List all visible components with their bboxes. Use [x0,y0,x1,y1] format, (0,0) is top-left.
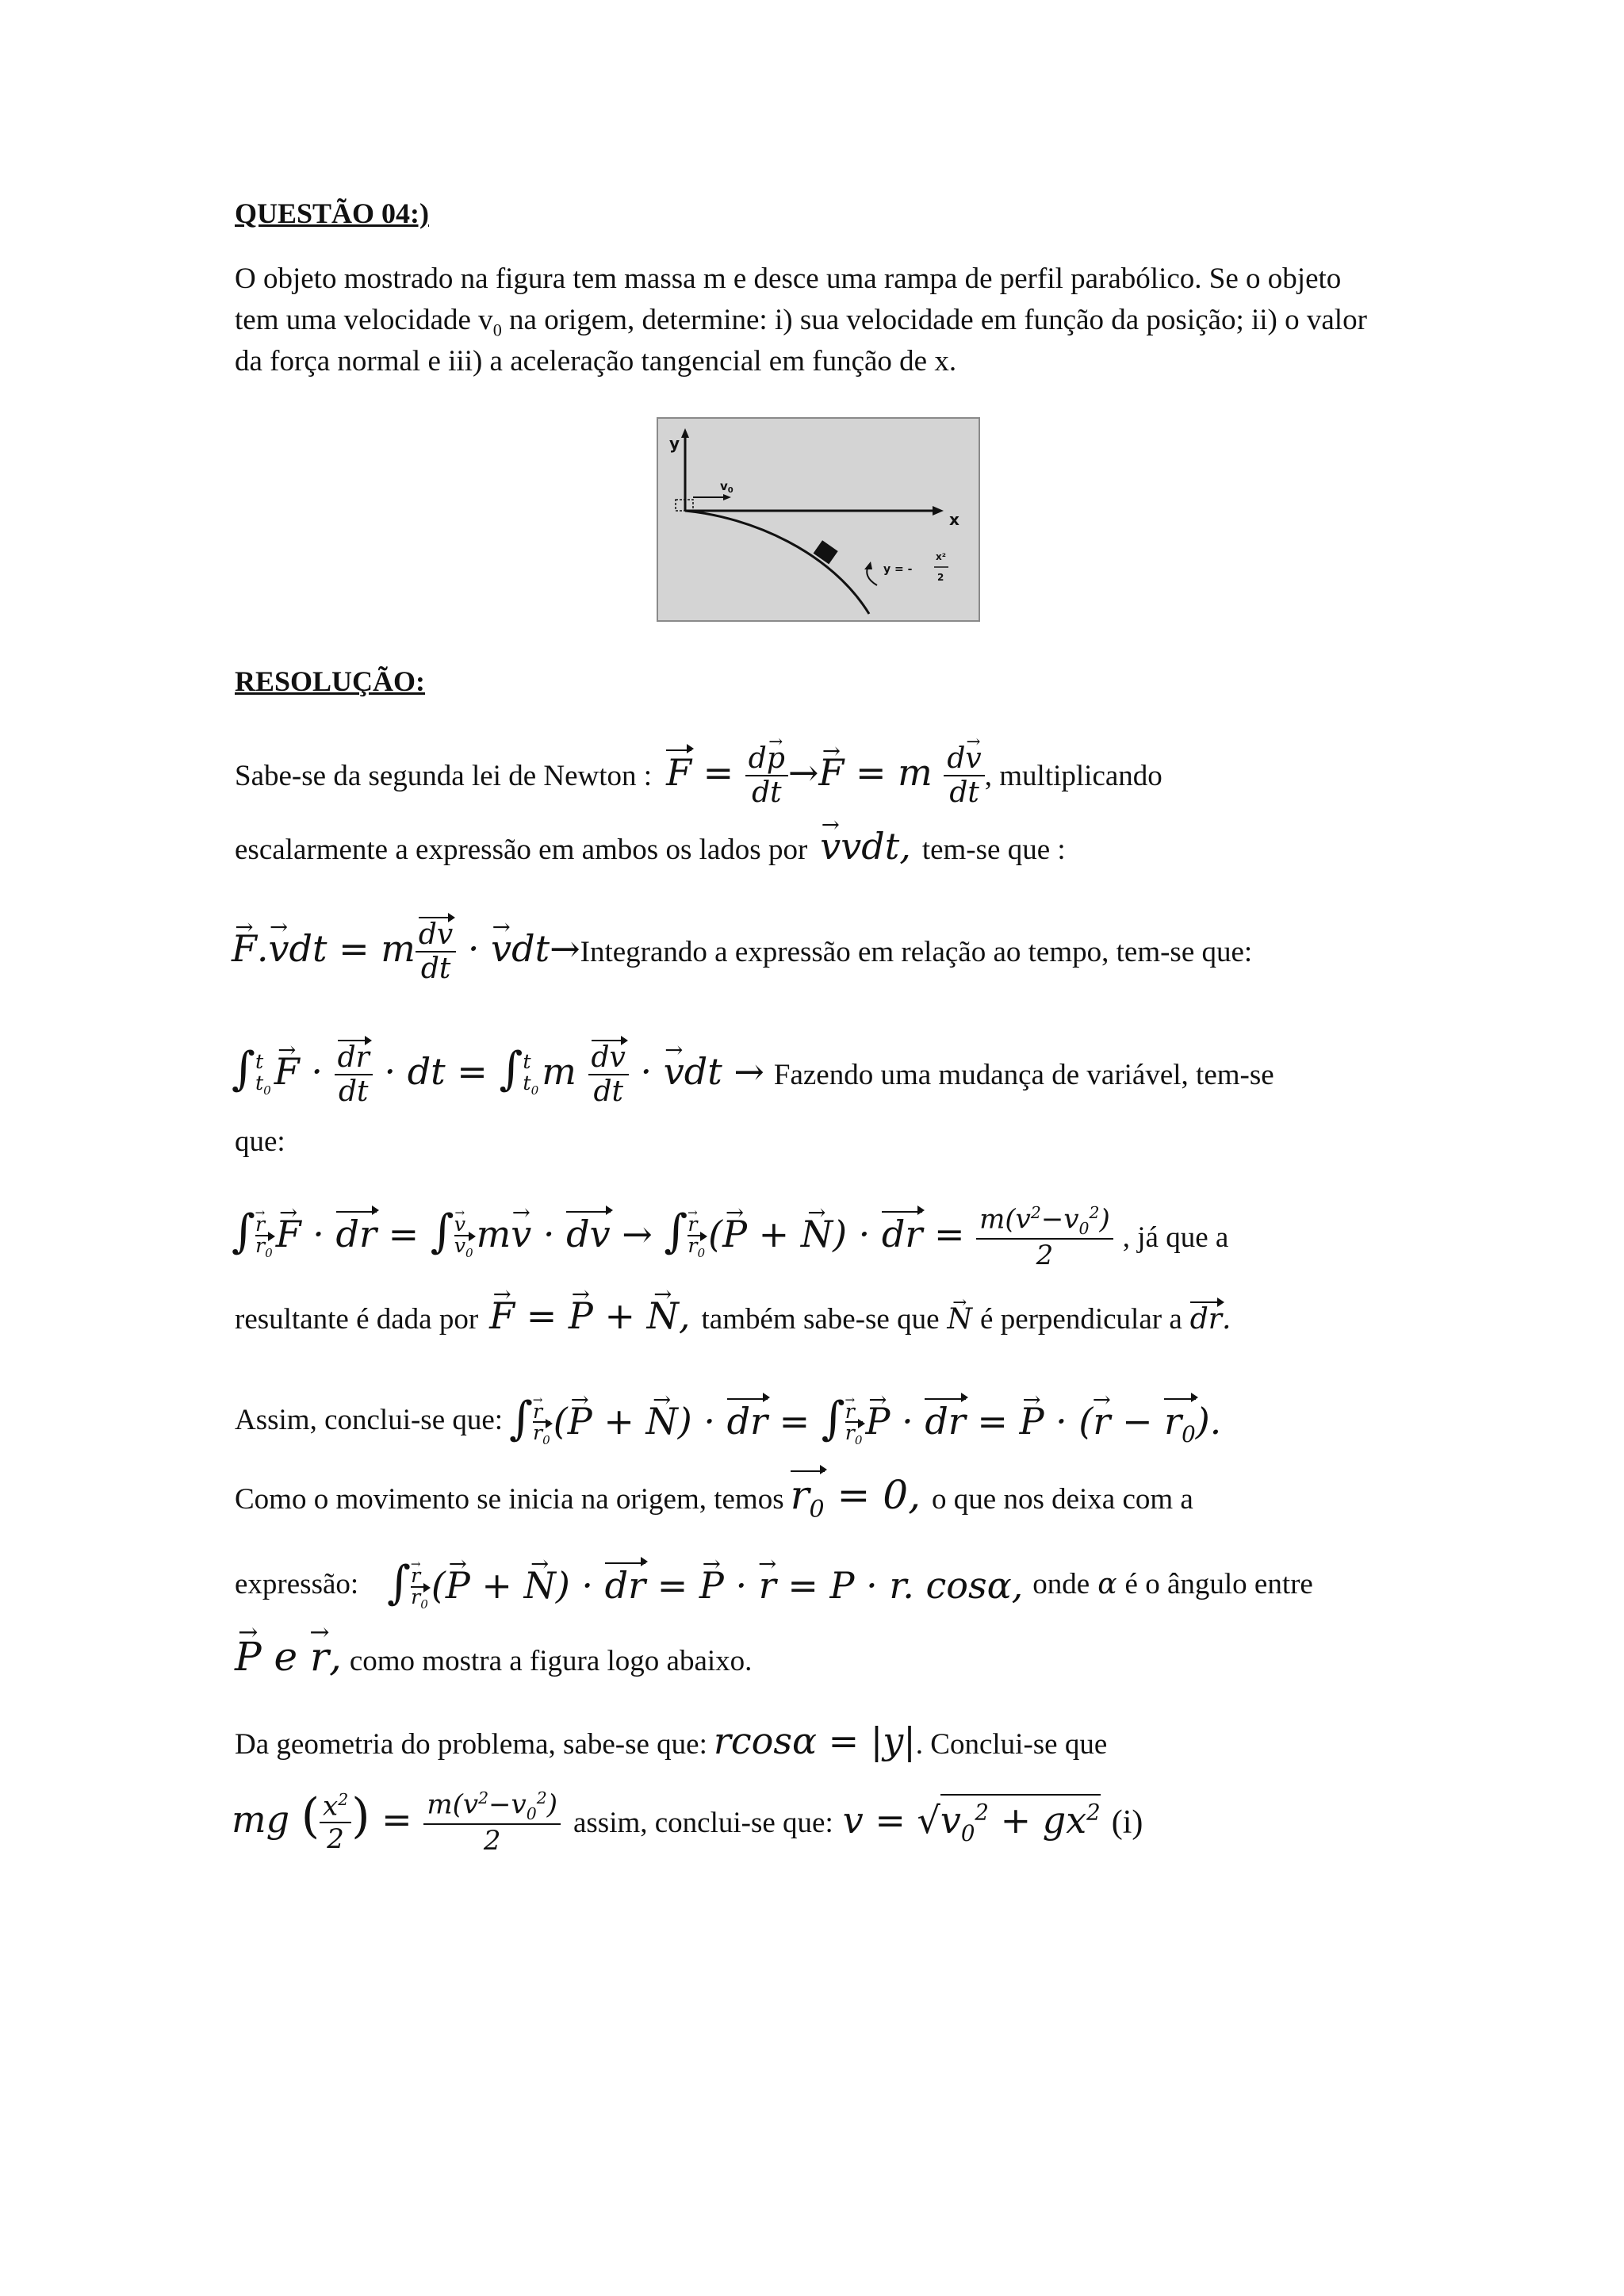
change-of-variable-line: ∫→ r $r_0\to F$ · dr = ∫→ v $v_0m\to v$ · dv → ∫→ r $r_0(\to P$ + → N) · dr = $\frac{m(v^2-v_0^2)}{2}$ , já que a [232,1190,1228,1285]
eq-work-cos: ∫→ r $r_0(\to P$ + → N) · dr = → P · → r = P · r. cosα, [387,1556,1023,1612]
resolution-title: RESOLUÇÃO: [235,665,426,697]
question-title: QUESTÃO 04:) [235,197,430,229]
eq-newton: F = $\frac{d\to p}{dt}$ →→ F = m $\frac{d\to v}{dt}$ [666,742,985,809]
conclusion-line: Assim, conclui-se que: ∫→ r $r_0(\to P$ + → N) · dr = ∫→ r $r_0\to P$ · dr = → P · (→ $r - r_0$). [235,1380,1221,1459]
origin-line: Como o movimento se inicia na origem, temos $r_0 = 0$, o que nos deixa com a [235,1472,1193,1524]
figure-ref-line: → P e → r, como mostra a figura logo abaixo. [235,1634,752,1680]
eq-f-dot-v: → F.→ vdt = m $\frac{dv}{dt}$ · → vdt→ [232,918,580,985]
geometry-line: Da geometria do problema, sabe-se que: rcosα = |y| . Conclui-se que [235,1719,1108,1762]
resultant-line: resultante é dada por → F = → P + → N, também sabe-se que → N é perpendicular a dr. [235,1294,1231,1337]
expression-line: expressão: ∫→ r $r_0(\to P$ + → N) · dr = → P · → r = P · r. cosα, onde α é o ângulo entre [235,1540,1313,1627]
integral-time-line: ∫t $t_0\to F$ · $\frac{dr}{dt}$ · dt = ∫t $t_0m$ $\frac{dv}{dt}$ · → vdt → Fazendo uma mudança de variável, tem-se [232,1027,1274,1122]
que-line: que: [235,1125,285,1158]
statement-line-2: tem uma velocidade $v_0$ na origem, determine: i) sua velocidade em função da posição; ii) o valor [235,304,1367,340]
x-axis-label: x [949,510,959,529]
v0-label: $v_0$ [720,479,733,495]
eq-work-weight: ∫→ r $r_0(\to P$ + → N) · dr = ∫→ r $r_0\to P$ · dr = → P · (→ $r - r_0$). [509,1392,1221,1447]
eq-energy: mg ( $\frac{x^2}{2}$ ) = $\frac{m(v^2-v_0^2)}{2}$ [232,1788,561,1857]
eq-velocity: $v = √v_0^2 + gx^2$ [843,1799,1101,1846]
curve-equation-lhs: y = - [883,563,913,576]
figure-background [657,418,979,621]
statement-line-1: O objeto mostrado na figura tem massa m e desce uma rampa de perfil parabólico. Se o objeto [235,263,1342,295]
newton-law-line: Sabe-se da segunda lei de Newton : F = $\frac{d\to p}{dt}$ →→ F = m $\frac{d\to v}{dt}$ , multiplicando [235,728,1162,823]
scalar-mult-line: escalarmente a expressão em ambos os lados por → vvdt, tem-se que : [235,825,1066,868]
curve-equation-num: x² [936,551,946,562]
y-axis-label: y [669,434,680,453]
statement-line-3: da força normal e iii) a aceleração tangencial em função de x. [235,345,957,378]
eq-integral-time: ∫t $t_0\to F$ · $\frac{dr}{dt}$ · dt = ∫t $t_0m$ $\frac{dv}{dt}$ · → vdt → [232,1041,764,1108]
final-result-line: mg ( $\frac{x^2}{2}$ ) = $\frac{m(v^2-v_0^2)}{2}$ assim, conclui-se que: $v = √v_0^2 + gx^2$ (i) [232,1788,1143,1857]
eq-change-variable: ∫→ r $r_0\to F$ · dr = ∫→ v $v_0m\to v$ · dv → ∫→ r $r_0(\to P$ + → N) · dr = $\frac{m(v^2-v_0^2)}{2}$ [232,1203,1113,1271]
parabolic-ramp-figure [657,417,980,622]
work-energy-line: → F.→ vdt = m $\frac{dv}{dt}$ · → vdt→ Integrando a expressão em relação ao tempo, tem-se que: [232,904,1252,999]
curve-equation-den: 2 [937,572,944,583]
